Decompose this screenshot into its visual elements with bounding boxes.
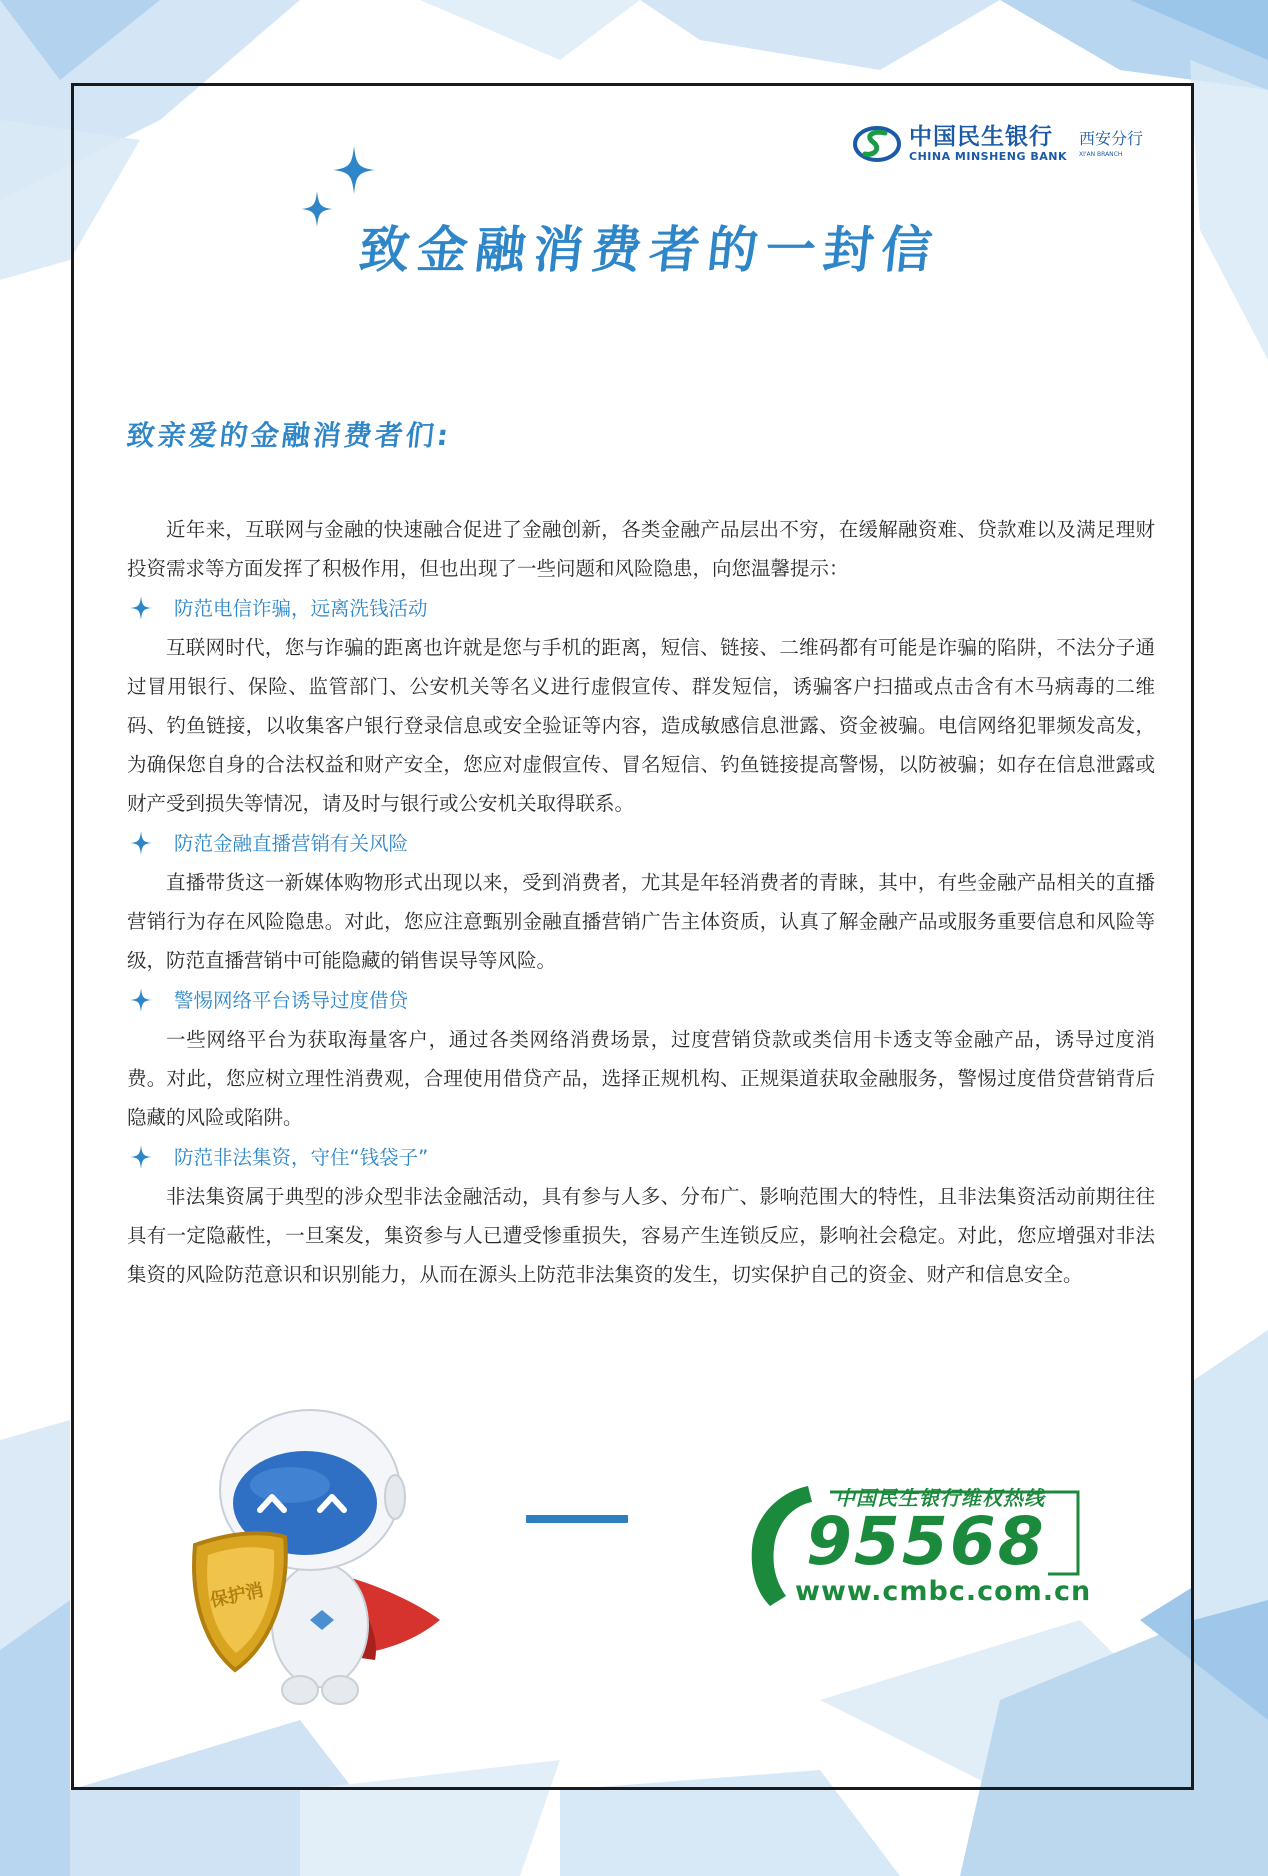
star-bullet-icon — [129, 831, 153, 855]
bank-logo — [853, 124, 1143, 164]
hotline-block — [748, 1478, 1128, 1614]
section-heading-text: 防范电信诈骗，远离洗钱活动 — [174, 596, 428, 620]
section-heading — [127, 588, 1155, 628]
page-title: 致金融消费者的一封信 — [356, 221, 943, 279]
section-paragraph: 互联网时代，您与诈骗的距离也许就是您与手机的距离，短信、链接、二维码都有可能是诈骗的陷阱，不法分子通过冒用银行、保险、监管部门、公安机关等名义进行虚假宣传、群发短信，诱骗客户扫描或点击含有木马病毒的二维码、钓鱼链接，以收集客户银行登录信息或安全验证等内容，造成敏感信息泄露、资金被骗。电信网络犯罪频发高发，为确保您自身的合法权益和财产安全，您应对虚假宣传、冒名短信、钓鱼链接提高警惕，以防被骗；如存在信息泄露或财产受到损失等情况，请及时与银行或公安机关取得联系。 — [127, 636, 1155, 815]
section-heading-text: 防范金融直播营销有关风险 — [174, 831, 409, 855]
star-bullet-icon — [129, 1145, 153, 1169]
section-heading — [127, 1137, 1155, 1177]
bank-name-en: CHINA MINSHENG BANK — [909, 150, 1067, 163]
section-heading — [127, 823, 1155, 863]
branch-name-cn: 西安分行 — [1079, 129, 1144, 148]
bank-name-cn: 中国民生银行 — [909, 124, 1053, 150]
website-link[interactable]: www.cmbc.com.cn — [795, 1576, 1092, 1607]
hotline-label: 中国民生银行维权热线 — [835, 1486, 1045, 1510]
section-heading-text: 防范非法集资，守住“钱袋子” — [174, 1145, 429, 1169]
star-bullet-icon — [129, 596, 153, 620]
star-bullet-icon — [129, 988, 153, 1012]
section-paragraph: 直播带货这一新媒体购物形式出现以来，受到消费者，尤其是年轻消费者的青睐，其中，有些金融产品相关的直播营销行为存在风险隐患。对此，您应注意甄别金融直播营销广告主体资质，认真了解金融产品或服务重要信息和风险等级，防范直播营销中可能隐藏的销售误导等风险。 — [127, 871, 1155, 972]
robot-mascot-illustration — [190, 1405, 450, 1715]
intro-paragraph: 近年来，互联网与金融的快速融合促进了金融创新，各类金融产品层出不穷，在缓解融资难、贷款难以及满足理财投资需求等方面发挥了积极作用，但也出现了一些问题和风险隐患，向您温馨提示： — [127, 518, 1155, 580]
divider-dash — [526, 1515, 628, 1523]
section-heading-text: 警惕网络平台诱导过度借贷 — [174, 988, 409, 1012]
branch-name-en: XI'AN BRANCH — [1079, 151, 1123, 158]
section-heading — [127, 980, 1155, 1020]
section-paragraph: 非法集资属于典型的涉众型非法金融活动，具有参与人多、分布广、影响范围大的特性，且非法集资活动前期往往具有一定隐蔽性，一旦案发，集资参与人已遭受惨重损失，容易产生连锁反应，影响社会稳定。对此，您应增强对非法集资的风险防范意识和识别能力，从而在源头上防范非法集资的发生，切实保护自己的资金、财产和信息安全。 — [127, 1185, 1155, 1286]
minsheng-logo-icon — [853, 124, 901, 164]
sparkle-icon — [333, 146, 375, 194]
section-paragraph: 一些网络平台为获取海量客户，通过各类网络消费场景，过度营销贷款或类信用卡透支等金融产品，诱导过度消费。对此，您应树立理性消费观，合理使用借贷产品，选择正规机构、正规渠道获取金融服务，警惕过度借贷营销背后隐藏的风险或陷阱。 — [127, 1028, 1155, 1129]
letter-body — [127, 510, 1155, 1294]
shield-emblem-text: 保护消 — [208, 1579, 266, 1612]
sparkle-icon — [300, 191, 334, 227]
salutation: 致亲爱的金融消费者们: — [125, 419, 453, 452]
hotline-number[interactable]: 95568 — [806, 1503, 1046, 1580]
